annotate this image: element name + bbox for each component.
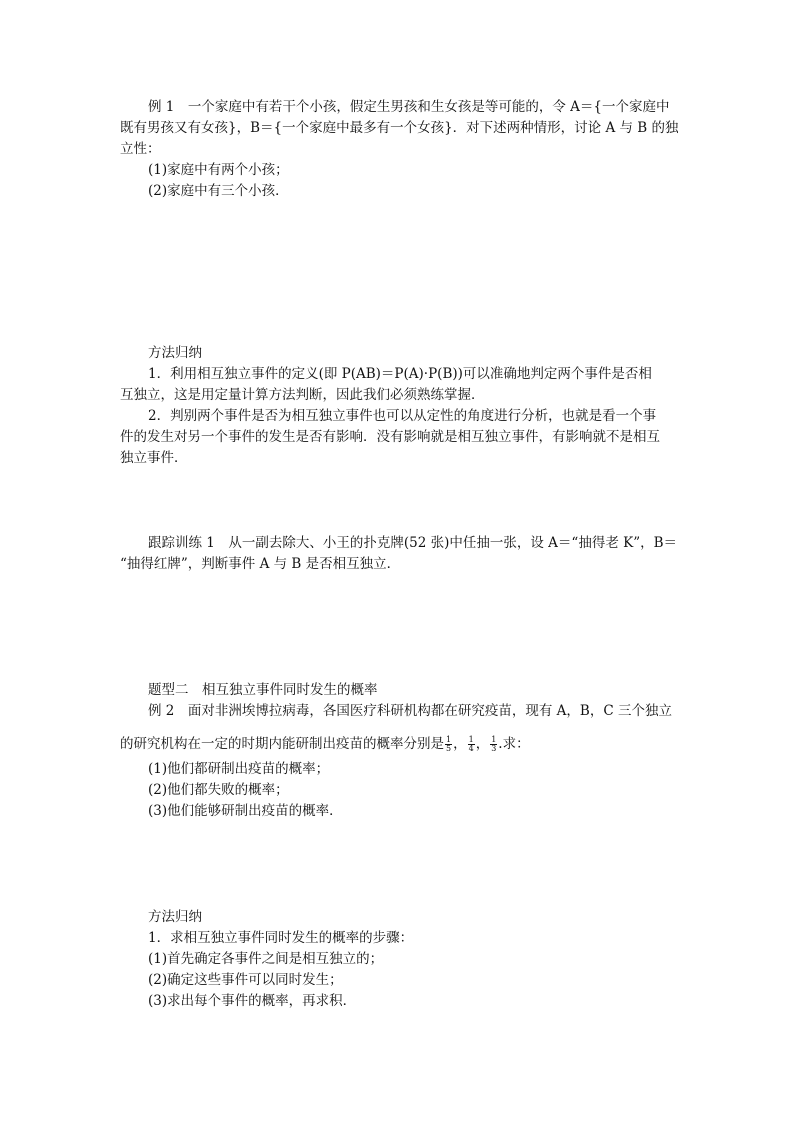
fraction-3-numerator: 1 — [491, 735, 497, 744]
fraction-separator-1: ， — [453, 736, 467, 752]
question-type-2 — [120, 680, 680, 822]
example-2-line-2-prefix: 的研究机构在一定的时期内能研制出疫苗的概率分别是 — [120, 736, 444, 752]
example-1 — [120, 97, 680, 202]
method-summary-1-point-1-line-2: 互独立，这是用定量计算方法判断，因此我们必须熟练掌握． — [120, 387, 485, 403]
example-2-question-2: (2)他们都失败的概率； — [148, 782, 289, 798]
method-summary-2 — [120, 907, 680, 1012]
example-1-line-3: 立性： — [120, 141, 161, 157]
example-2-line-1: 例 2 面对非洲埃博拉病毒，各国医疗科研机构都在研究疫苗，现有 A，B，C 三个独立 — [148, 703, 672, 719]
tracking-exercise-1-line-2: “抽得红牌”，判断事件 A 与 B 是否相互独立． — [120, 556, 401, 572]
method-summary-2-line-1: 1．求相互独立事件同时发生的概率的步骤： — [148, 930, 414, 946]
example-1-line-2: 既有男孩又有女孩}，B＝{一个家庭中最多有一个女孩}．对下述两种情形，讨论 A 与 B 的独 — [120, 120, 679, 136]
method-summary-2-step-2: (2)确定这些事件可以同时发生； — [148, 972, 343, 988]
fraction-3 — [490, 736, 497, 753]
fraction-2 — [468, 736, 475, 753]
method-summary-2-step-3: (3)求出每个事件的概率，再求积． — [148, 993, 357, 1009]
method-summary-2-step-1: (1)首先确定各事件之间是相互独立的； — [148, 951, 384, 967]
method-summary-2-title: 方法归纳 — [148, 909, 202, 925]
example-2-question-1: (1)他们都研制出疫苗的概率； — [148, 761, 330, 777]
method-summary-1-point-2-line-2: 件的发生对另一个事件的发生是否有影响．没有影响就是相互独立事件，有影响就不是相互 — [120, 429, 660, 445]
example-2-line-2 — [120, 734, 680, 755]
example-1-question-2: (2)家庭中有三个小孩． — [148, 183, 289, 199]
method-summary-1 — [120, 343, 680, 469]
tracking-exercise-1-line-1: 跟踪训练 1 从一副去除大、小王的扑克牌(52 张)中任抽一张，设 A＝“抽得老 K”，B＝ — [148, 535, 678, 551]
example-1-question-1: (1)家庭中有两个小孩； — [148, 162, 289, 178]
method-summary-1-point-2-line-1: 2．判别两个事件是否为相互独立事件也可以从定性的角度进行分析，也就是看一个事 — [148, 408, 657, 424]
example-2-line-2-suffix: .求： — [498, 736, 530, 752]
example-1-line-1: 例 1 一个家庭中有若干个小孩，假定生男孩和生女孩是等可能的，令 A＝{一个家庭中 — [148, 99, 670, 115]
fraction-3-denominator: 3 — [491, 744, 497, 753]
method-summary-1-point-1-line-1: 1．利用相互独立事件的定义(即 P(AB)＝P(A)·P(B))可以准确地判定两个事件是否相 — [148, 366, 652, 382]
fraction-1-numerator: 1 — [446, 735, 452, 744]
question-type-2-title: 题型二 相互独立事件同时发生的概率 — [148, 682, 378, 698]
fraction-1-denominator: 5 — [446, 744, 452, 753]
example-2-question-3: (3)他们能够研制出疫苗的概率． — [148, 803, 343, 819]
fraction-1 — [445, 736, 452, 753]
fraction-2-denominator: 4 — [468, 744, 474, 753]
method-summary-1-point-2-line-3: 独立事件． — [120, 450, 188, 466]
fraction-separator-2: ， — [475, 736, 490, 752]
fraction-2-numerator: 1 — [468, 735, 474, 744]
method-summary-1-title: 方法归纳 — [148, 345, 202, 361]
tracking-exercise-1 — [120, 533, 680, 575]
